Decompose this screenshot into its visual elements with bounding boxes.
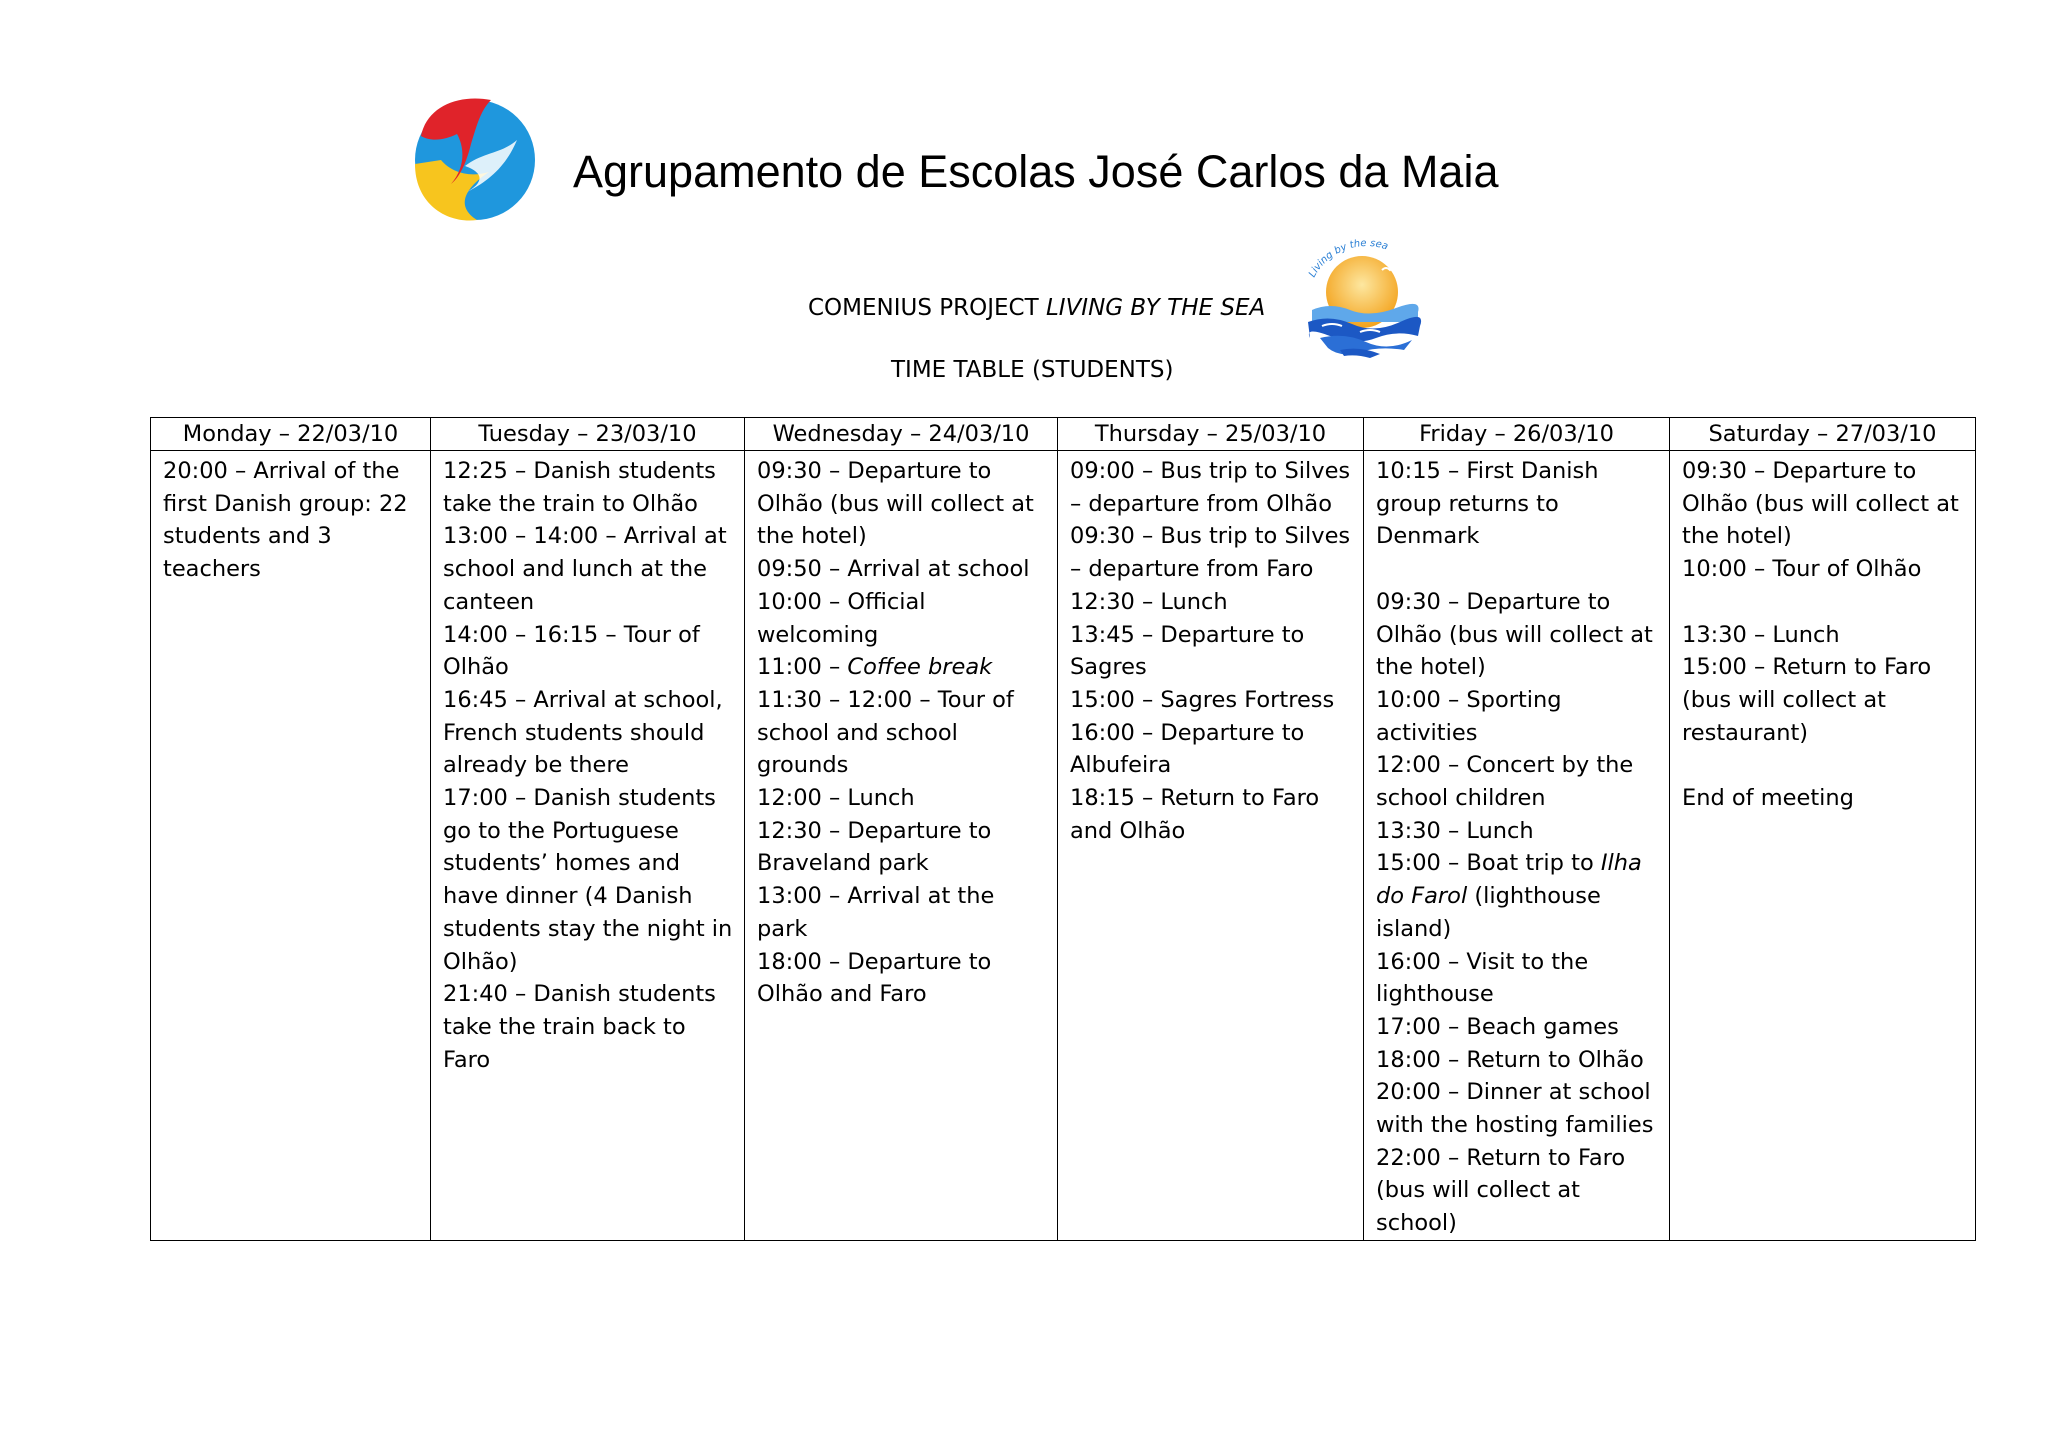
schedule-entry-text: 12:25 – Danish students take the train to Olhão xyxy=(443,458,716,517)
timetable-body-row xyxy=(151,451,1976,1241)
schedule-entry xyxy=(1376,684,1663,749)
schedule-entry-italic-text: Coffee break xyxy=(847,654,993,681)
project-logo xyxy=(1300,238,1424,360)
schedule-entry xyxy=(1376,1011,1663,1044)
schedule-entry-text: 17:00 – Danish students go to the Portuguese students’ homes and have dinner (4 Danish students stay the night in Olhão) xyxy=(443,785,733,975)
day-cell-monday xyxy=(151,451,431,1241)
schedule-entry-text: 12:30 – Departure to Braveland park xyxy=(757,817,992,877)
schedule-entry-text: 22:00 – Return to Faro (bus will collect at school) xyxy=(1376,1144,1626,1237)
schedule-entry xyxy=(757,946,1051,1011)
schedule-entry-text: 13:30 – Lunch xyxy=(1376,817,1534,844)
schedule-entry-text: 15:00 – Boat trip to xyxy=(1376,850,1601,877)
schedule-entry-text: 09:30 – Bus trip to Silves – departure from Faro xyxy=(1070,523,1351,583)
schedule-entry-text: 17:00 – Beach games xyxy=(1376,1013,1619,1040)
schedule-entry-text: 15:00 – Return to Faro (bus will collect at restaurant) xyxy=(1682,654,1932,746)
schedule-gap xyxy=(1682,749,1969,782)
schedule-entry xyxy=(443,684,738,782)
schedule-entry xyxy=(757,684,1051,782)
schedule-gap xyxy=(1682,586,1969,619)
schedule-entry-text: 20:00 – Arrival of the first Danish group: 22 students and 3 teachers xyxy=(163,458,408,583)
schedule-entry xyxy=(163,455,424,586)
schedule-entry xyxy=(1376,815,1663,848)
schedule-entry xyxy=(1070,717,1357,782)
schedule-entry xyxy=(757,553,1051,586)
schedule-gap xyxy=(1376,553,1663,586)
schedule-entry-text: 18:00 – Return to Olhão xyxy=(1376,1046,1644,1073)
project-name: LIVING BY THE SEA xyxy=(1045,295,1266,321)
timetable xyxy=(150,417,1976,1241)
schedule-entry xyxy=(1070,586,1357,619)
schedule-entry xyxy=(1070,684,1357,717)
school-name: Agrupamento de Escolas José Carlos da Maia xyxy=(573,146,1499,197)
schedule-entry xyxy=(1376,1076,1663,1141)
schedule-entry xyxy=(1682,619,1969,652)
schedule-entry-text: 18:00 – Departure to Olhão and Faro xyxy=(757,948,992,1008)
schedule-entry-text: 09:30 – Departure to Olhão (bus will collect at the hotel) xyxy=(1376,588,1653,681)
schedule-entry-italic-text: Ilha do Farol xyxy=(1376,850,1642,910)
project-logo-text: Living by the sea xyxy=(1307,238,1390,280)
schedule-entry-text: 09:30 – Departure to Olhão (bus will collect at the hotel) xyxy=(1682,458,1959,550)
schedule-entry xyxy=(443,619,738,684)
schedule-entry xyxy=(1376,1044,1663,1077)
day-cell-friday xyxy=(1364,451,1670,1241)
schedule-entry xyxy=(1682,455,1969,553)
schedule-entry-text: 14:00 – 16:15 – Tour of Olhão xyxy=(443,621,700,681)
schedule-entry-text: 10:00 – Sporting activities xyxy=(1376,686,1562,746)
schedule-entry-text: 09:30 – Departure to Olhão (bus will collect at the hotel) xyxy=(757,458,1034,550)
schedule-entry-text: End of meeting xyxy=(1682,785,1854,811)
schedule-entry xyxy=(757,815,1051,880)
schedule-entry-text: 18:15 – Return to Faro and Olhão xyxy=(1070,785,1320,844)
day-heading-wednesday: Wednesday – 24/03/10 xyxy=(745,418,1058,451)
day-cell-wednesday xyxy=(745,451,1058,1241)
day-heading-monday: Monday – 22/03/10 xyxy=(151,418,431,451)
schedule-entry-text: 12:00 – Lunch xyxy=(757,785,915,812)
schedule-entry xyxy=(757,880,1051,945)
schedule-entry xyxy=(1070,455,1357,520)
schedule-entry xyxy=(443,455,738,520)
project-prefix: COMENIUS PROJECT xyxy=(808,295,1039,321)
schedule-entry-text: 13:00 – 14:00 – Arrival at school and lunch at the canteen xyxy=(443,523,727,615)
schedule-entry xyxy=(1376,749,1663,814)
schedule-entry-text: 12:00 – Concert by the school children xyxy=(1376,752,1634,812)
schedule-entry-text: 16:45 – Arrival at school, French students should already be there xyxy=(443,686,723,779)
schedule-entry-text: 16:00 – Departure to Albufeira xyxy=(1070,719,1305,779)
schedule-entry-text: 16:00 – Visit to the lighthouse xyxy=(1376,948,1589,1008)
schedule-entry-text: 10:00 – Tour of Olhão xyxy=(1682,556,1922,583)
day-cell-tuesday xyxy=(431,451,745,1241)
schedule-entry-text: 09:00 – Bus trip to Silves – departure from Olhão xyxy=(1070,458,1351,517)
day-heading-thursday: Thursday – 25/03/10 xyxy=(1058,418,1364,451)
schedule-entry xyxy=(443,978,738,1076)
schedule-entry xyxy=(1376,455,1663,553)
schedule-entry-text: 11:30 – 12:00 – Tour of school and school grounds xyxy=(757,686,1014,779)
day-cell-saturday xyxy=(1670,451,1976,1241)
schedule-entry xyxy=(1376,847,1663,945)
day-heading-tuesday: Tuesday – 23/03/10 xyxy=(431,418,745,451)
schedule-entry xyxy=(1376,946,1663,1011)
schedule-entry-text: (lighthouse island) xyxy=(1376,883,1601,942)
schedule-entry-text: 21:40 – Danish students take the train back to Faro xyxy=(443,981,716,1073)
schedule-entry xyxy=(443,782,738,978)
schedule-entry xyxy=(1682,651,1969,749)
schedule-entry-text: 11:00 – xyxy=(757,654,848,681)
schedule-entry-text: 20:00 – Dinner at school with the hosting families xyxy=(1376,1079,1654,1139)
schedule-entry xyxy=(1070,619,1357,684)
schedule-entry-text: 13:30 – Lunch xyxy=(1682,621,1840,648)
day-heading-saturday: Saturday – 27/03/10 xyxy=(1670,418,1976,451)
schedule-entry xyxy=(1070,520,1357,585)
schedule-entry-text: 15:00 – Sagres Fortress xyxy=(1070,686,1335,713)
timetable-title: TIME TABLE (STUDENTS) xyxy=(891,357,1174,383)
day-heading-friday: Friday – 26/03/10 xyxy=(1364,418,1670,451)
schedule-entry xyxy=(757,586,1051,651)
schedule-entry-text: 12:30 – Lunch xyxy=(1070,588,1228,615)
schedule-entry xyxy=(1376,586,1663,684)
schedule-entry-text: 13:45 – Departure to Sagres xyxy=(1070,621,1305,681)
schedule-entry-text: 13:00 – Arrival at the park xyxy=(757,883,995,942)
project-title xyxy=(808,295,1265,321)
schedule-entry-text: 09:50 – Arrival at school xyxy=(757,556,1030,583)
schedule-entry xyxy=(757,782,1051,815)
school-logo xyxy=(407,92,537,228)
schedule-entry-text: 10:15 – First Danish group returns to Denmark xyxy=(1376,458,1599,550)
schedule-entry-text: 10:00 – Official welcoming xyxy=(757,588,926,648)
schedule-entry xyxy=(1682,782,1969,815)
schedule-entry xyxy=(1376,1142,1663,1240)
schedule-entry xyxy=(1682,553,1969,586)
schedule-entry xyxy=(757,651,1051,684)
timetable-header-row xyxy=(151,418,1976,451)
schedule-entry xyxy=(1070,782,1357,847)
day-cell-thursday xyxy=(1058,451,1364,1241)
schedule-entry xyxy=(443,520,738,618)
schedule-entry xyxy=(757,455,1051,553)
